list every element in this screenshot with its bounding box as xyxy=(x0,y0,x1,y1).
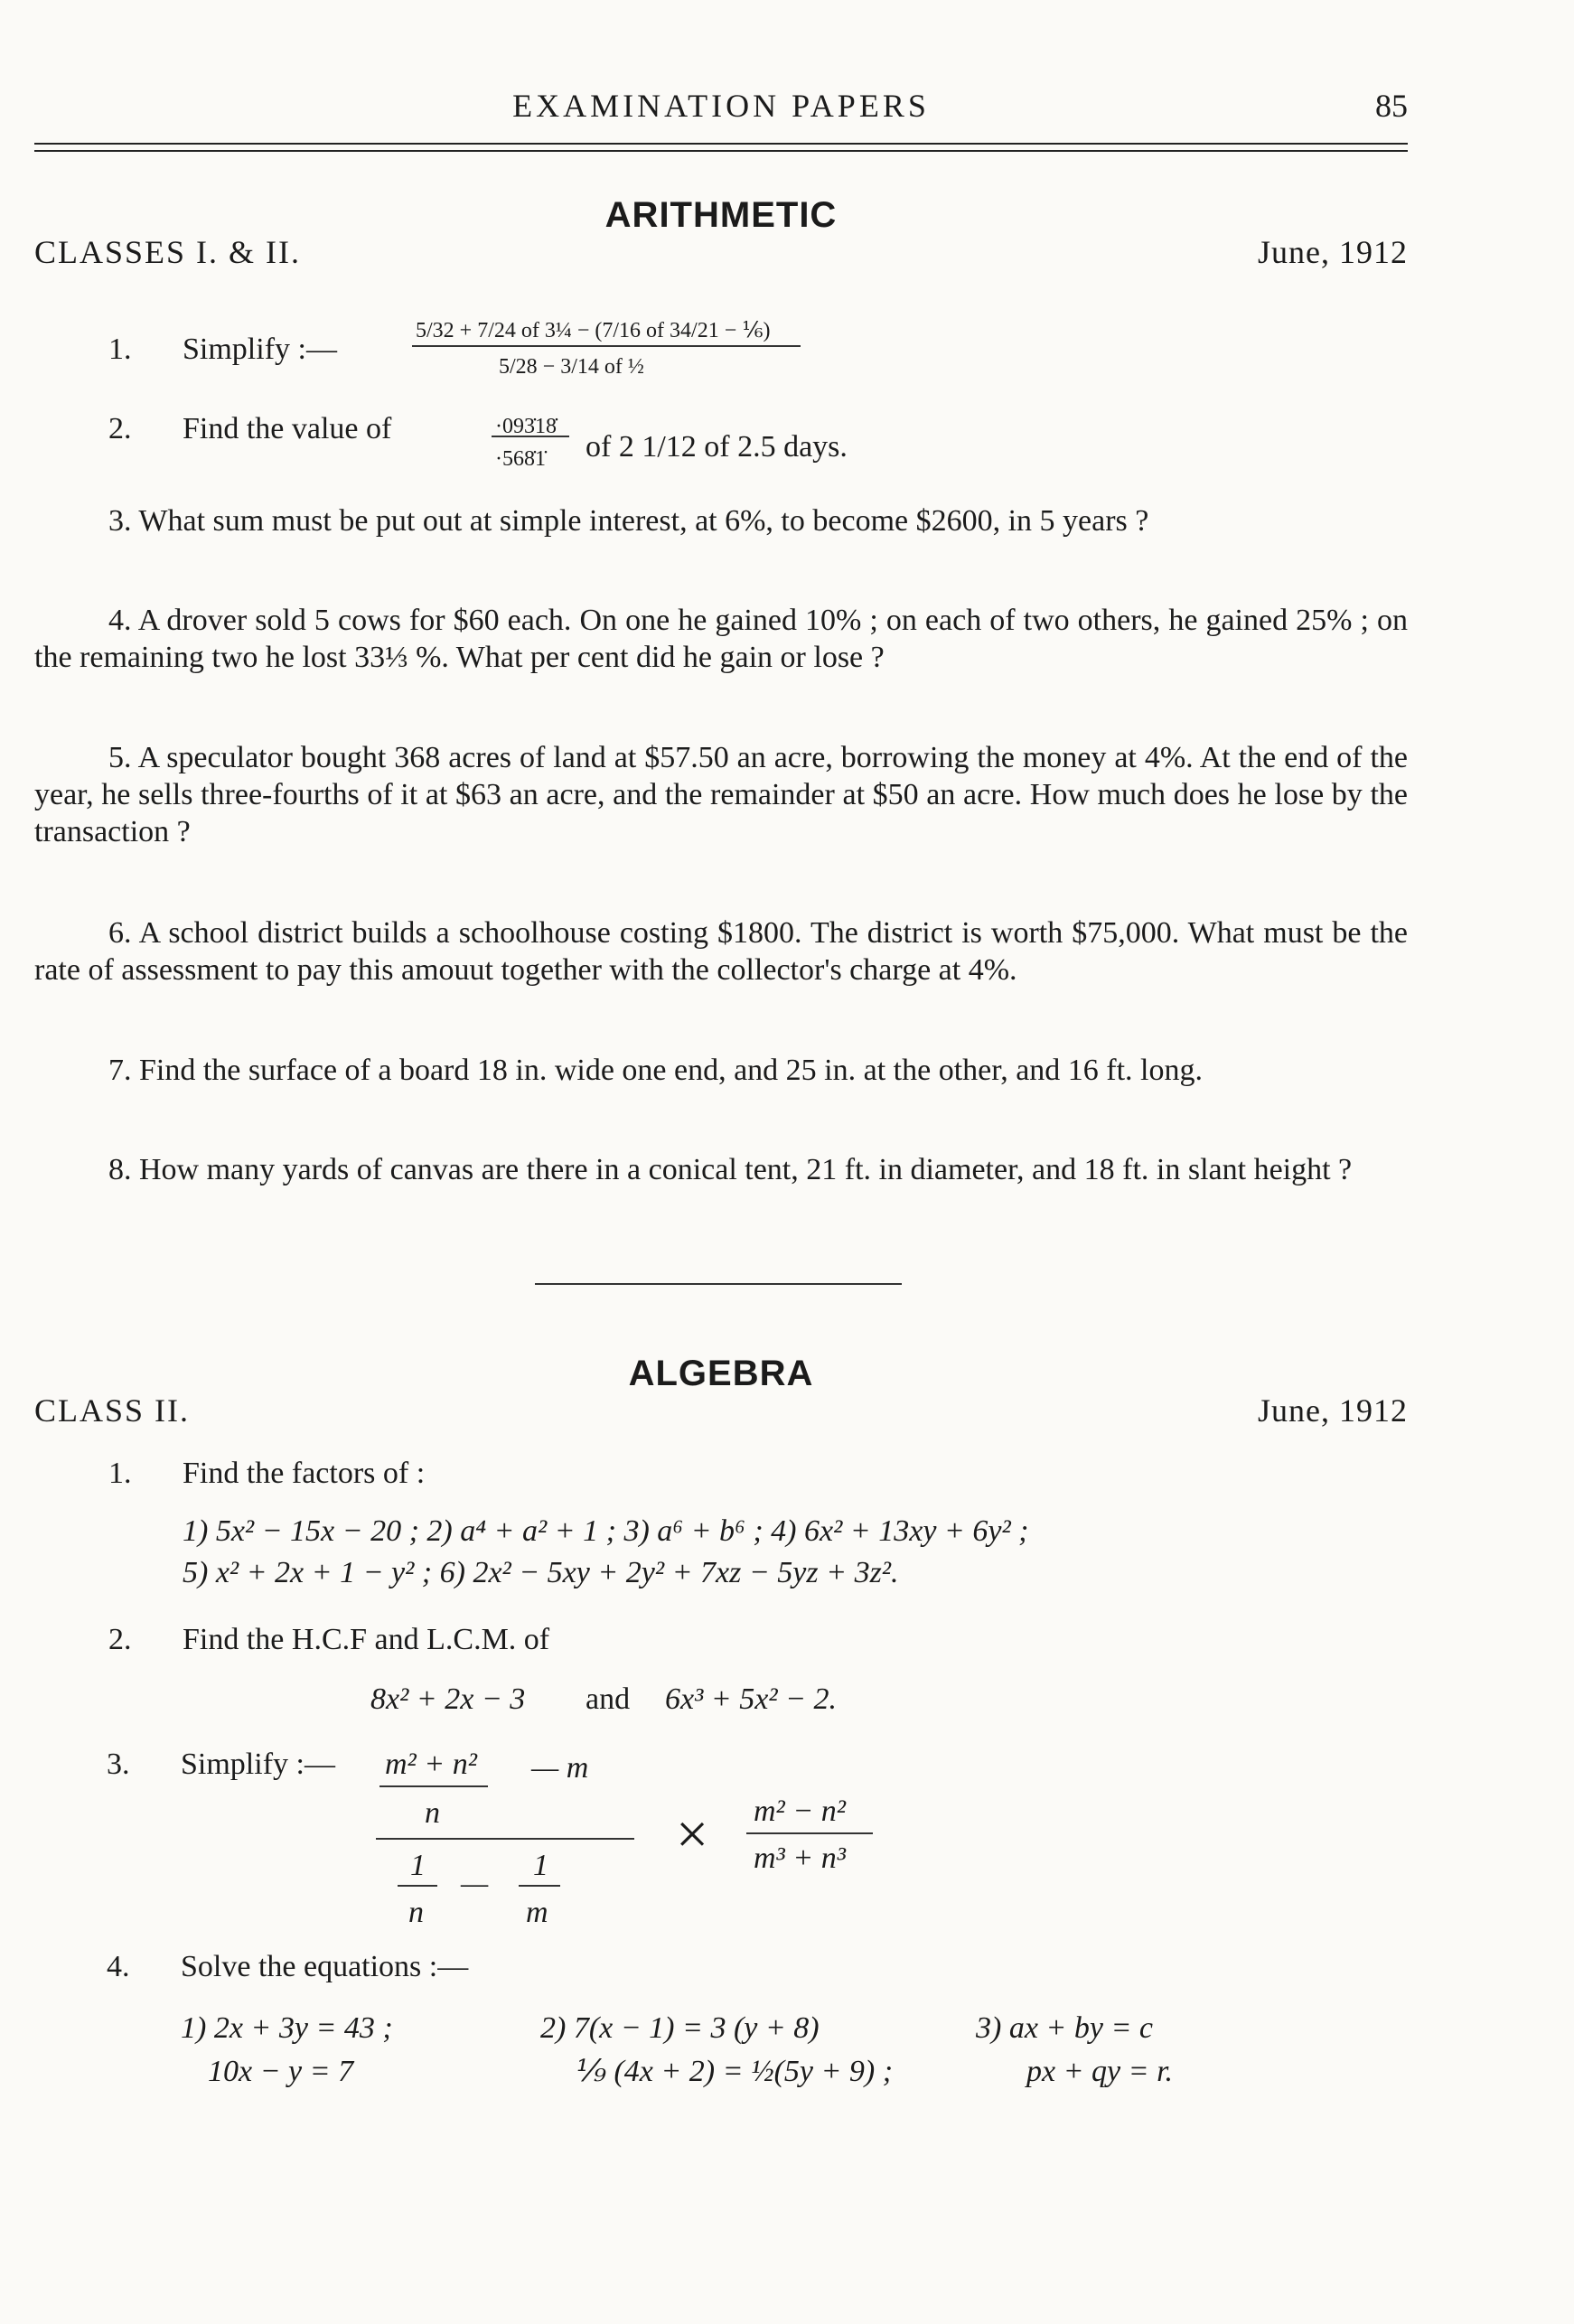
arithmetic-question-5 xyxy=(34,739,1408,850)
factor-expressions-line-1: 1) 5x² − 15x − 20 ; 2) a⁴ + a² + 1 ; 3) a⁶ + b⁶ ; 4) 6x² + 13xy + 6y² ; xyxy=(183,1514,1029,1548)
running-head-title: EXAMINATION PAPERS xyxy=(512,88,930,124)
right-numerator: m² − n² xyxy=(754,1795,846,1828)
bottom-minus: — xyxy=(461,1867,489,1900)
inner-fraction-bar xyxy=(379,1785,488,1787)
algebra-date: June, 1912 xyxy=(1258,1392,1408,1429)
arithmetic-question-6 xyxy=(34,914,1408,989)
question-text: How many yards of canvas are there in a conical tent, 21 ft. in diameter, and 18 ft. in slant height ? xyxy=(139,1153,1353,1186)
and-word: and xyxy=(586,1682,631,1716)
question-text: A speculator bought 368 acres of land at $57.50 an acre, borrowing the money at 4%. At the end of the year, he sells three-fourths of it at $63 an acre, and the remainder at $50 an acre. How much does he lose by the transaction ? xyxy=(34,741,1408,848)
arithmetic-question-1 xyxy=(108,319,1373,398)
algebra-question-3 xyxy=(107,1746,1372,1929)
question-number: 3. xyxy=(108,504,132,538)
arithmetic-meta xyxy=(34,233,1408,273)
question-number: 1. xyxy=(108,1457,132,1490)
bottom-term-a: 1 xyxy=(410,1849,426,1882)
fraction-bar xyxy=(492,436,569,437)
header-rule-top xyxy=(34,143,1408,145)
question-number: 5. xyxy=(108,741,132,774)
decimal-numerator: ·093̇18̇ xyxy=(495,415,557,438)
question-text: A drover sold 5 cows for $60 each. On one he gained 10% ; on each of two others, he gained 25% ; on the remaining two he lost 33⅓ %. What per cent did he gain or lose ? xyxy=(34,604,1408,674)
question-label: Find the H.C.F and L.C.M. of xyxy=(183,1623,550,1656)
multiply-sign: × xyxy=(676,1802,709,1866)
system-3-eq-1: 3) ax + by = c xyxy=(976,2011,1153,2045)
factor-expressions-line-2: 5) x² + 2x + 1 − y² ; 6) 2x² − 5xy + 2y² + 7xz − 5yz + 3z². xyxy=(183,1556,899,1589)
decimal-denominator: ·568̇1̇ xyxy=(495,447,546,471)
question-label: Find the factors of : xyxy=(183,1457,426,1490)
bottom-term-b: 1 xyxy=(533,1849,548,1882)
question-number: 8. xyxy=(108,1153,132,1186)
top-minus-m: — m xyxy=(531,1751,589,1785)
question-label: Find the value of xyxy=(183,412,392,445)
system-1-eq-1: 1) 2x + 3y = 43 ; xyxy=(181,2011,393,2045)
top-left-numerator: m² + n² xyxy=(385,1748,477,1781)
bottom-denominator-b: m xyxy=(526,1896,548,1929)
simplify-denominator: 5/28 − 3/14 of ½ xyxy=(499,355,644,379)
arithmetic-date: June, 1912 xyxy=(1258,234,1408,270)
question-number: 3. xyxy=(107,1748,130,1781)
expression-b: 6x³ + 5x² − 2. xyxy=(665,1682,837,1716)
right-fraction-bar xyxy=(746,1832,873,1834)
arithmetic-question-8 xyxy=(34,1151,1408,1188)
question-text: Find the surface of a board 18 in. wide one end, and 25 in. at the other, and 16 ft. long. xyxy=(139,1054,1204,1087)
question-number: 7. xyxy=(108,1054,132,1087)
bottom-denominator-a: n xyxy=(408,1896,424,1929)
bottom-fraction-bar-a xyxy=(398,1885,437,1887)
system-3-eq-2: px + qy = r. xyxy=(1026,2055,1174,2088)
page-number: 85 xyxy=(1375,88,1408,124)
system-1-eq-2: 10x − y = 7 xyxy=(208,2055,354,2088)
arithmetic-question-4 xyxy=(34,602,1408,676)
top-denominator: n xyxy=(425,1796,440,1830)
section-title-algebra: ALGEBRA xyxy=(628,1354,814,1393)
page xyxy=(34,0,1408,2324)
question-label: Simplify :— xyxy=(183,333,337,366)
question-text: What sum must be put out at simple interest, at 6%, to become $2600, in 5 years ? xyxy=(138,504,1149,538)
simplify-numerator: 5/32 + 7/24 of 3¼ − (7/16 of 34/21 − ⅙) xyxy=(416,319,771,342)
arithmetic-question-7 xyxy=(34,1052,1408,1089)
expression-a: 8x² + 2x − 3 xyxy=(370,1682,526,1716)
right-denominator: m³ + n³ xyxy=(754,1841,846,1875)
question-number: 4. xyxy=(107,1950,130,1983)
fraction-bar xyxy=(412,345,801,347)
bottom-fraction-bar-b xyxy=(519,1885,560,1887)
arithmetic-question-2 xyxy=(108,410,1373,483)
question-number: 4. xyxy=(108,604,132,637)
arithmetic-classes: CLASSES I. & II. xyxy=(34,234,302,270)
question-number: 2. xyxy=(108,412,132,445)
running-head xyxy=(34,87,1408,130)
algebra-meta xyxy=(34,1392,1408,1431)
question-number: 1. xyxy=(108,333,132,366)
question-label: Simplify :— xyxy=(181,1748,335,1781)
question-number: 2. xyxy=(108,1623,132,1656)
section-title-arithmetic: ARITHMETIC xyxy=(604,195,838,235)
header-rule-bottom xyxy=(34,150,1408,152)
algebra-question-1 xyxy=(108,1455,1373,1599)
algebra-classes: CLASS II. xyxy=(34,1392,191,1429)
question-text: A school district builds a schoolhouse costing $1800. The district is worth $75,000. What must be the rate of assessment to pay this amouut together with the collector's charge at 4%. xyxy=(34,916,1409,987)
section-divider xyxy=(535,1283,902,1285)
question-label: Solve the equations :— xyxy=(181,1950,469,1983)
question-tail: of 2 1/12 of 2.5 days. xyxy=(586,430,848,464)
question-number: 6. xyxy=(108,916,132,950)
arithmetic-question-3 xyxy=(34,502,1408,539)
system-2-eq-2: ⅑ (4x + 2) = ½(5y + 9) ; xyxy=(576,2055,894,2088)
main-fraction-bar xyxy=(376,1838,634,1840)
system-2-eq-1: 2) 7(x − 1) = 3 (y + 8) xyxy=(540,2011,820,2045)
algebra-question-2 xyxy=(108,1621,1373,1720)
algebra-question-4 xyxy=(107,1948,1390,2093)
